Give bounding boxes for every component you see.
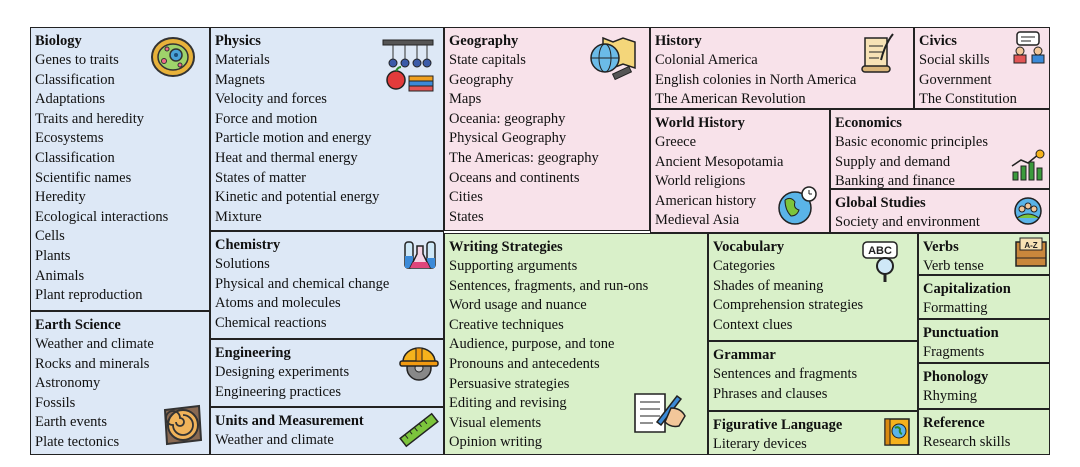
topic-item: Medieval Asia xyxy=(655,212,740,229)
panel-title: Phonology xyxy=(923,369,989,385)
panel-title: Reference xyxy=(923,415,985,431)
topic-item: Mixture xyxy=(215,208,262,225)
topic-item: Weather and climate xyxy=(35,336,154,352)
topic-item: Traits and heredity xyxy=(35,110,145,127)
topic-item: Sentences, fragments, and run-ons xyxy=(449,277,649,294)
topic-item: Persuasive strategies xyxy=(449,375,570,392)
panel-earth-science xyxy=(30,311,210,455)
topic-item: Categories xyxy=(713,258,776,274)
topic-item: Audience, purpose, and tone xyxy=(449,336,615,353)
panel-title: Biology xyxy=(35,33,82,49)
topic-list xyxy=(923,299,1049,319)
scroll-quill-icon xyxy=(857,32,897,76)
panel-biology xyxy=(30,27,210,311)
topic-item: The American Revolution xyxy=(655,91,806,108)
topic-item: Adaptations xyxy=(35,91,106,108)
topic-item: States of matter xyxy=(215,169,307,186)
people-globe-icon xyxy=(1013,196,1043,226)
panel-title: Physics xyxy=(215,33,261,49)
panel-reference xyxy=(918,409,1050,455)
topic-item: Oceans and continents xyxy=(449,169,580,186)
panel-title: Grammar xyxy=(713,347,776,363)
topic-item: Sentences and fragments xyxy=(713,366,858,382)
newtons-cradle-icon xyxy=(379,38,437,94)
topic-item: States xyxy=(449,208,484,225)
topic-item: Cells xyxy=(35,228,65,245)
panel-vocabulary xyxy=(708,233,918,341)
topic-item: Government xyxy=(919,71,992,88)
topic-item: Magnets xyxy=(215,71,265,88)
topic-item: Physical Geography xyxy=(449,130,567,147)
topic-list xyxy=(713,365,917,404)
az-book-icon xyxy=(1013,236,1049,270)
topic-item: Comprehension strategies xyxy=(713,297,864,314)
people-chat-icon xyxy=(1011,30,1047,64)
topic-item: Genes to traits xyxy=(35,52,119,68)
panel-title: History xyxy=(655,33,702,49)
topic-item: Phrases and clauses xyxy=(713,385,828,402)
topic-item: Velocity and forces xyxy=(215,91,327,108)
panel-global-studies xyxy=(830,189,1050,233)
topic-item: Rocks and minerals xyxy=(35,355,150,372)
panel-history xyxy=(650,27,914,109)
topic-item: Supporting arguments xyxy=(449,258,578,274)
panel-capitalization xyxy=(918,275,1050,319)
topic-item: Plate tectonics xyxy=(35,433,120,450)
topic-item: Rhyming xyxy=(923,388,977,404)
writing-hand-icon xyxy=(631,386,689,436)
topic-item: Literary devices xyxy=(713,436,807,452)
topic-item: Basic economic principles xyxy=(835,134,989,150)
panel-title: Vocabulary xyxy=(713,239,785,255)
topic-item: Formatting xyxy=(923,300,988,316)
topic-list xyxy=(923,433,1049,453)
topic-item: Colonial America xyxy=(655,52,758,68)
topic-item: Astronomy xyxy=(35,375,101,392)
topic-item: Classification xyxy=(35,149,115,166)
topic-item: Scientific names xyxy=(35,169,132,186)
topic-item: Materials xyxy=(215,52,270,68)
panel-title: Global Studies xyxy=(835,195,926,211)
panel-figurative-language xyxy=(708,411,918,455)
hard-hat-gear-icon xyxy=(397,342,441,382)
panel-title: Civics xyxy=(919,33,957,49)
globe-map-icon xyxy=(583,34,639,84)
panel-title: Verbs xyxy=(923,239,959,255)
topic-item: Plants xyxy=(35,247,71,264)
ammonite-fossil-icon xyxy=(159,400,205,448)
abc-label: ABC xyxy=(868,245,892,257)
ruler-icon xyxy=(399,412,439,448)
topic-item: Supply and demand xyxy=(835,153,951,170)
topic-item: Opinion writing xyxy=(449,434,543,451)
topic-list xyxy=(35,51,209,306)
topic-item: Force and motion xyxy=(215,110,318,127)
panel-geography xyxy=(444,27,650,231)
panel-writing-strategies xyxy=(444,233,708,455)
topic-item: Heredity xyxy=(35,189,86,206)
topic-item: Particle motion and energy xyxy=(215,130,372,147)
topic-item: English colonies in North America xyxy=(655,71,857,88)
topic-list xyxy=(923,343,1049,363)
topic-item: Geography xyxy=(449,71,514,88)
panel-world-history xyxy=(650,109,830,233)
panel-physics xyxy=(210,27,444,231)
topic-item: Verb tense xyxy=(923,258,984,274)
panel-title: Chemistry xyxy=(215,237,281,253)
topic-item: State capitals xyxy=(449,52,526,68)
topic-item: Word usage and nuance xyxy=(449,297,587,314)
topic-item: Heat and thermal energy xyxy=(215,149,358,166)
topic-item: Plant reproduction xyxy=(35,287,143,304)
panel-verbs xyxy=(918,233,1050,275)
lab-flasks-icon xyxy=(401,238,439,276)
topic-item: Designing experiments xyxy=(215,364,350,380)
globe-clock-icon xyxy=(775,184,819,228)
topic-item: Creative techniques xyxy=(449,316,564,333)
topic-item: Context clues xyxy=(713,316,793,333)
topic-item: Weather and climate xyxy=(215,432,334,448)
topic-item: Physical and chemical change xyxy=(215,275,390,292)
topic-item: Social skills xyxy=(919,52,990,68)
panel-title: Capitalization xyxy=(923,281,1011,297)
topic-item: Animals xyxy=(35,267,85,284)
topic-item: Engineering practices xyxy=(215,383,342,400)
topic-item: Earth events xyxy=(35,414,108,431)
topic-item: The Constitution xyxy=(919,91,1017,108)
topic-item: Visual elements xyxy=(449,414,542,431)
topic-item: Kinetic and potential energy xyxy=(215,189,380,206)
topic-item: Ecological interactions xyxy=(35,208,169,225)
topic-item: Greece xyxy=(655,134,697,150)
topic-list xyxy=(923,387,1049,407)
panel-punctuation xyxy=(918,319,1050,363)
panel-title: Writing Strategies xyxy=(449,239,563,255)
panel-title: Engineering xyxy=(215,345,291,361)
topic-item: Society and environment xyxy=(835,214,980,230)
panel-title: World History xyxy=(655,115,745,131)
panel-title: Figurative Language xyxy=(713,417,843,433)
abc-magnifier-icon xyxy=(861,238,905,284)
topic-item: American history xyxy=(655,192,757,209)
topic-item: Ancient Mesopotamia xyxy=(655,153,784,170)
panel-economics xyxy=(830,109,1050,189)
panel-title: Earth Science xyxy=(35,317,121,333)
panel-engineering xyxy=(210,339,444,407)
growth-chart-icon xyxy=(1009,148,1045,182)
topic-item: Classification xyxy=(35,71,115,88)
cell-icon xyxy=(149,34,197,80)
topic-item: Oceania: geography xyxy=(449,110,566,127)
book-globe-icon xyxy=(881,416,913,448)
topic-item: Banking and finance xyxy=(835,173,955,189)
panel-title: Economics xyxy=(835,115,902,131)
panel-phonology xyxy=(918,363,1050,409)
topic-item: The Americas: geography xyxy=(449,149,599,166)
panel-grammar xyxy=(708,341,918,411)
topic-item: World religions xyxy=(655,173,746,190)
topic-item: Ecosystems xyxy=(35,130,104,147)
topic-item: Shades of meaning xyxy=(713,277,824,294)
topic-item: Fragments xyxy=(923,344,985,360)
panel-civics xyxy=(914,27,1050,109)
topic-item: Cities xyxy=(449,189,483,206)
topic-item: Research skills xyxy=(923,434,1011,450)
az-label: A-Z xyxy=(1024,241,1038,250)
topic-item: Fossils xyxy=(35,394,76,411)
panel-title: Punctuation xyxy=(923,325,999,341)
topic-item: Maps xyxy=(449,91,482,108)
panel-title: Units and Measurement xyxy=(215,413,364,429)
topic-item: Editing and revising xyxy=(449,395,567,412)
topic-item: Atoms and molecules xyxy=(215,295,341,312)
subject-taxonomy-board xyxy=(30,27,1050,455)
panel-title: Geography xyxy=(449,33,519,49)
topic-item: Pronouns and antecedents xyxy=(449,355,600,372)
topic-item: Chemical reactions xyxy=(215,314,327,331)
panel-chemistry xyxy=(210,231,444,339)
panel-units-and-measurement xyxy=(210,407,444,455)
topic-item: Solutions xyxy=(215,256,270,272)
